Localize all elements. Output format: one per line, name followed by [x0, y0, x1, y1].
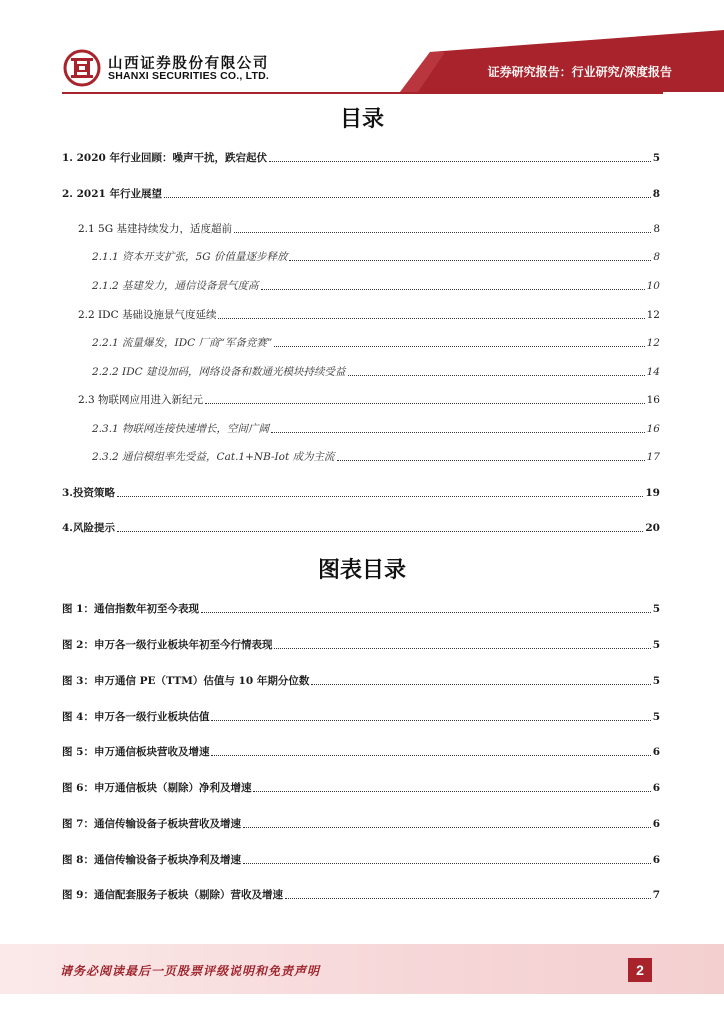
toc-entry[interactable]: 1. 2020 年行业回顾：噪声干扰，跌宕起伏 5	[62, 152, 660, 164]
toc-entry[interactable]: 2.3.1 物联网连接快速增长，空间广阔 16	[92, 423, 660, 435]
figure-entry[interactable]: 图 2：申万各一级行业板块年初至今行情表现 5	[62, 639, 660, 651]
company-name-en: SHANXI SECURITIES CO., LTD.	[108, 70, 269, 82]
disclaimer-notice: 请务必阅读最后一页股票评级说明和免责声明	[60, 964, 321, 978]
page-header	[0, 0, 724, 100]
toc-entry[interactable]: 2.1 5G 基建持续发力，适度超前 8	[78, 223, 660, 235]
toc-title: 目录	[339, 107, 384, 132]
figure-entry[interactable]: 图 4：申万各一级行业板块估值 5	[62, 711, 660, 723]
page-number: 2	[628, 958, 652, 982]
toc-entry[interactable]: 3.投资策略 19	[62, 487, 660, 499]
figure-entry[interactable]: 图 7：通信传输设备子板块营收及增速 6	[62, 818, 660, 830]
toc-entry[interactable]: 2.1.1 资本开支扩张，5G 价值量逐步释放 8	[92, 251, 660, 263]
figure-entry[interactable]: 图 5：申万通信板块营收及增速 6	[62, 746, 660, 758]
figure-entry[interactable]: 图 6：申万通信板块（剔除）净利及增速 6	[62, 782, 660, 794]
report-type-label: 证券研究报告：行业研究/深度报告	[487, 65, 672, 79]
toc-entry[interactable]: 2. 2021 年行业展望 8	[62, 188, 660, 200]
header-divider	[62, 92, 663, 94]
figure-entry[interactable]: 图 3：申万通信 PE（TTM）估值与 10 年期分位数 5	[62, 675, 660, 687]
toc-entry[interactable]: 2.3 物联网应用进入新纪元 16	[78, 394, 660, 406]
toc-entry[interactable]: 2.2.1 流量爆发，IDC 厂商“军备竞赛” 12	[92, 337, 660, 349]
toc-entry[interactable]: 2.2.2 IDC 建设加码，网络设备和数通光模块持续受益 14	[92, 366, 660, 378]
company-logo	[62, 48, 102, 88]
figure-entry[interactable]: 图 8：通信传输设备子板块净利及增速 6	[62, 854, 660, 866]
toc-entry[interactable]: 2.1.2 基建发力，通信设备景气度高 10	[92, 280, 660, 292]
toc-entry[interactable]: 2.3.2 通信模组率先受益，Cat.1+NB-Iot 成为主流 17	[92, 451, 660, 463]
company-name-cn: 山西证券股份有限公司	[108, 56, 269, 72]
header-banner	[0, 0, 724, 100]
figure-entry[interactable]: 图 1：通信指数年初至今表现 5	[62, 603, 660, 615]
toc-entry[interactable]: 2.2 IDC 基础设施景气度延续 12	[78, 309, 660, 321]
page-footer	[0, 944, 724, 994]
toc-entry[interactable]: 4.风险提示 20	[62, 522, 660, 534]
figure-entry[interactable]: 图 9：通信配套服务子板块（剔除）营收及增速 7	[62, 889, 660, 901]
figure-list-title: 图表目录	[317, 558, 406, 583]
